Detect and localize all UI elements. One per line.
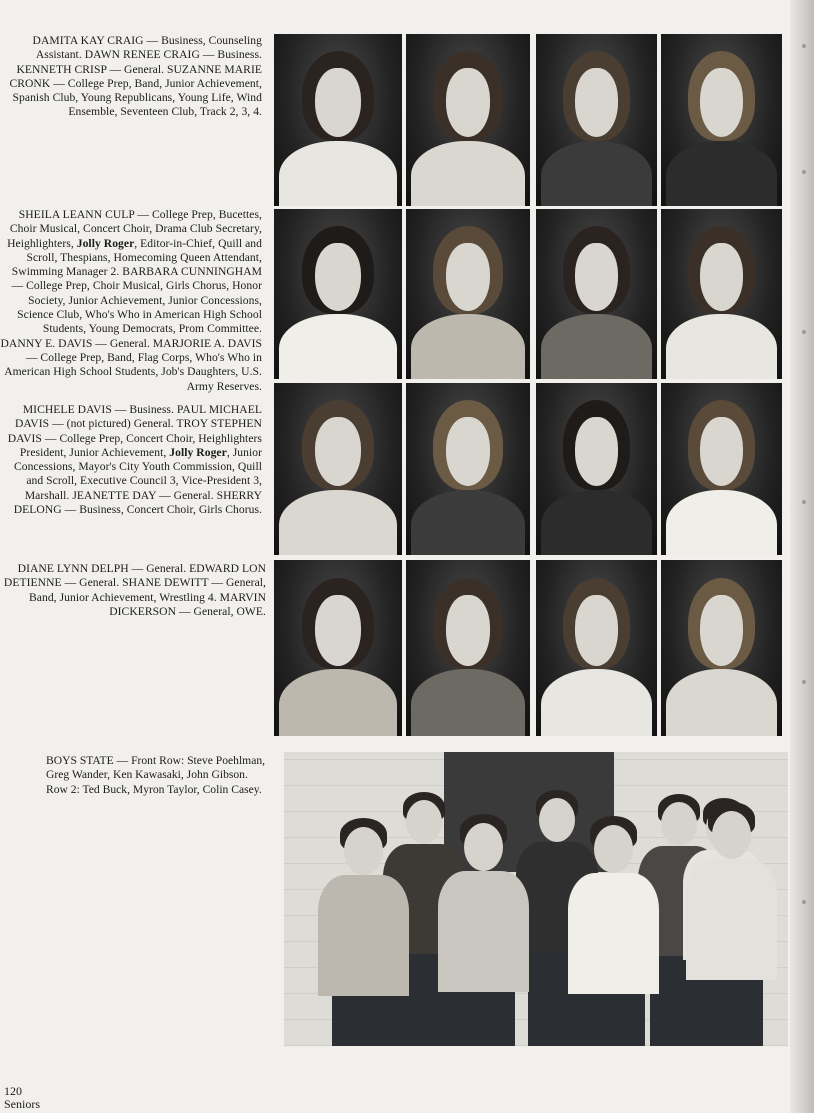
portrait-photo xyxy=(661,209,782,379)
portrait-photo xyxy=(274,560,402,736)
portrait-photo xyxy=(661,560,782,736)
portrait-photo xyxy=(661,34,782,206)
binding-dot xyxy=(802,900,806,904)
portrait-photo xyxy=(406,560,530,736)
portrait-photo xyxy=(274,34,402,206)
boys-state-caption: BOYS STATE — Front Row: Steve Poehlman, Greg Wander, Ken Kawasaki, John Gibson. Row 2: Ted Buck, Myron Taylor, Colin Casey. xyxy=(46,754,266,796)
binding-dot xyxy=(802,170,806,174)
portrait-photo xyxy=(274,383,402,555)
portrait-photo xyxy=(536,560,657,736)
binding-dot xyxy=(802,500,806,504)
portrait-photo xyxy=(536,383,657,555)
caption-row-4: DIANE LYNN DELPH — General. EDWARD LON DETIENNE — General. SHANE DEWITT — General, Band, Junior Achievement, Wrestling 4. MARVIN DICKERSON — General, OWE. xyxy=(3,562,266,618)
group-person xyxy=(682,782,781,1046)
binding-dot xyxy=(802,44,806,48)
caption-row-2: SHEILA LEANN CULP — College Prep, Bucettes, Choir Musical, Concert Choir, Drama Club Secretary, Heighlighters, Jolly Roger, Editor-in-Chief, Quill and Scroll, Thespians, Homecoming Queen Attendant, Swimming Manager 2. BARBARA CUNNINGHAM — College Prep, Choir Musical, Girls Chorus, Honor Society, Junior Achievement, Junior Concessions, Science Club, Who's Who in American High School Students, Young Democrats, Prom Committee. DANNY E. DAVIS — General. MARJORIE A. DAVIS — College Prep, Band, Flag Corps, Who's Who in American High School Students, Job's Daughters, U.S. Army Reserves. xyxy=(0,208,262,393)
boys-state-group-photo xyxy=(284,752,788,1046)
portrait-photo xyxy=(274,209,402,379)
page-gutter xyxy=(790,0,814,1113)
binding-dot xyxy=(802,330,806,334)
group-person xyxy=(564,796,663,1046)
caption-row-1: DAMITA KAY CRAIG — Business, Counseling Assistant. DAWN RENEE CRAIG — Business. KENNETH CRISP — General. SUZANNE MARIE CRONK — College Prep, Band, Junior Achievement, Spanish Club, Young Republicans, Young Life, Wind Ensemble, Seventeen Club, Track 2, 3, 4. xyxy=(9,34,262,119)
portrait-photo xyxy=(661,383,782,555)
portrait-photo xyxy=(406,383,530,555)
portrait-photo xyxy=(536,34,657,206)
group-person xyxy=(434,794,533,1046)
group-person xyxy=(314,798,413,1046)
caption-row-3: MICHELE DAVIS — Business. PAUL MICHAEL DAVIS — (not pictured) General. TROY STEPHEN DAVIS — College Prep, Concert Choir, Heighlighters President, Junior Achievement, Jolly Roger, Junior Concessions, Mayor's City Youth Commission, Quill and Scroll, Executive Council 3, Vice-President 3, Marshall. JEANETTE DAY — General. SHERRY DELONG — Business, Concert Choir, Girls Chorus. xyxy=(7,403,262,517)
binding-dot xyxy=(802,680,806,684)
section-label: Seniors xyxy=(4,1097,40,1111)
portrait-photo xyxy=(406,34,530,206)
portrait-photo xyxy=(536,209,657,379)
page-number: 120 xyxy=(4,1084,22,1098)
portrait-photo xyxy=(406,209,530,379)
